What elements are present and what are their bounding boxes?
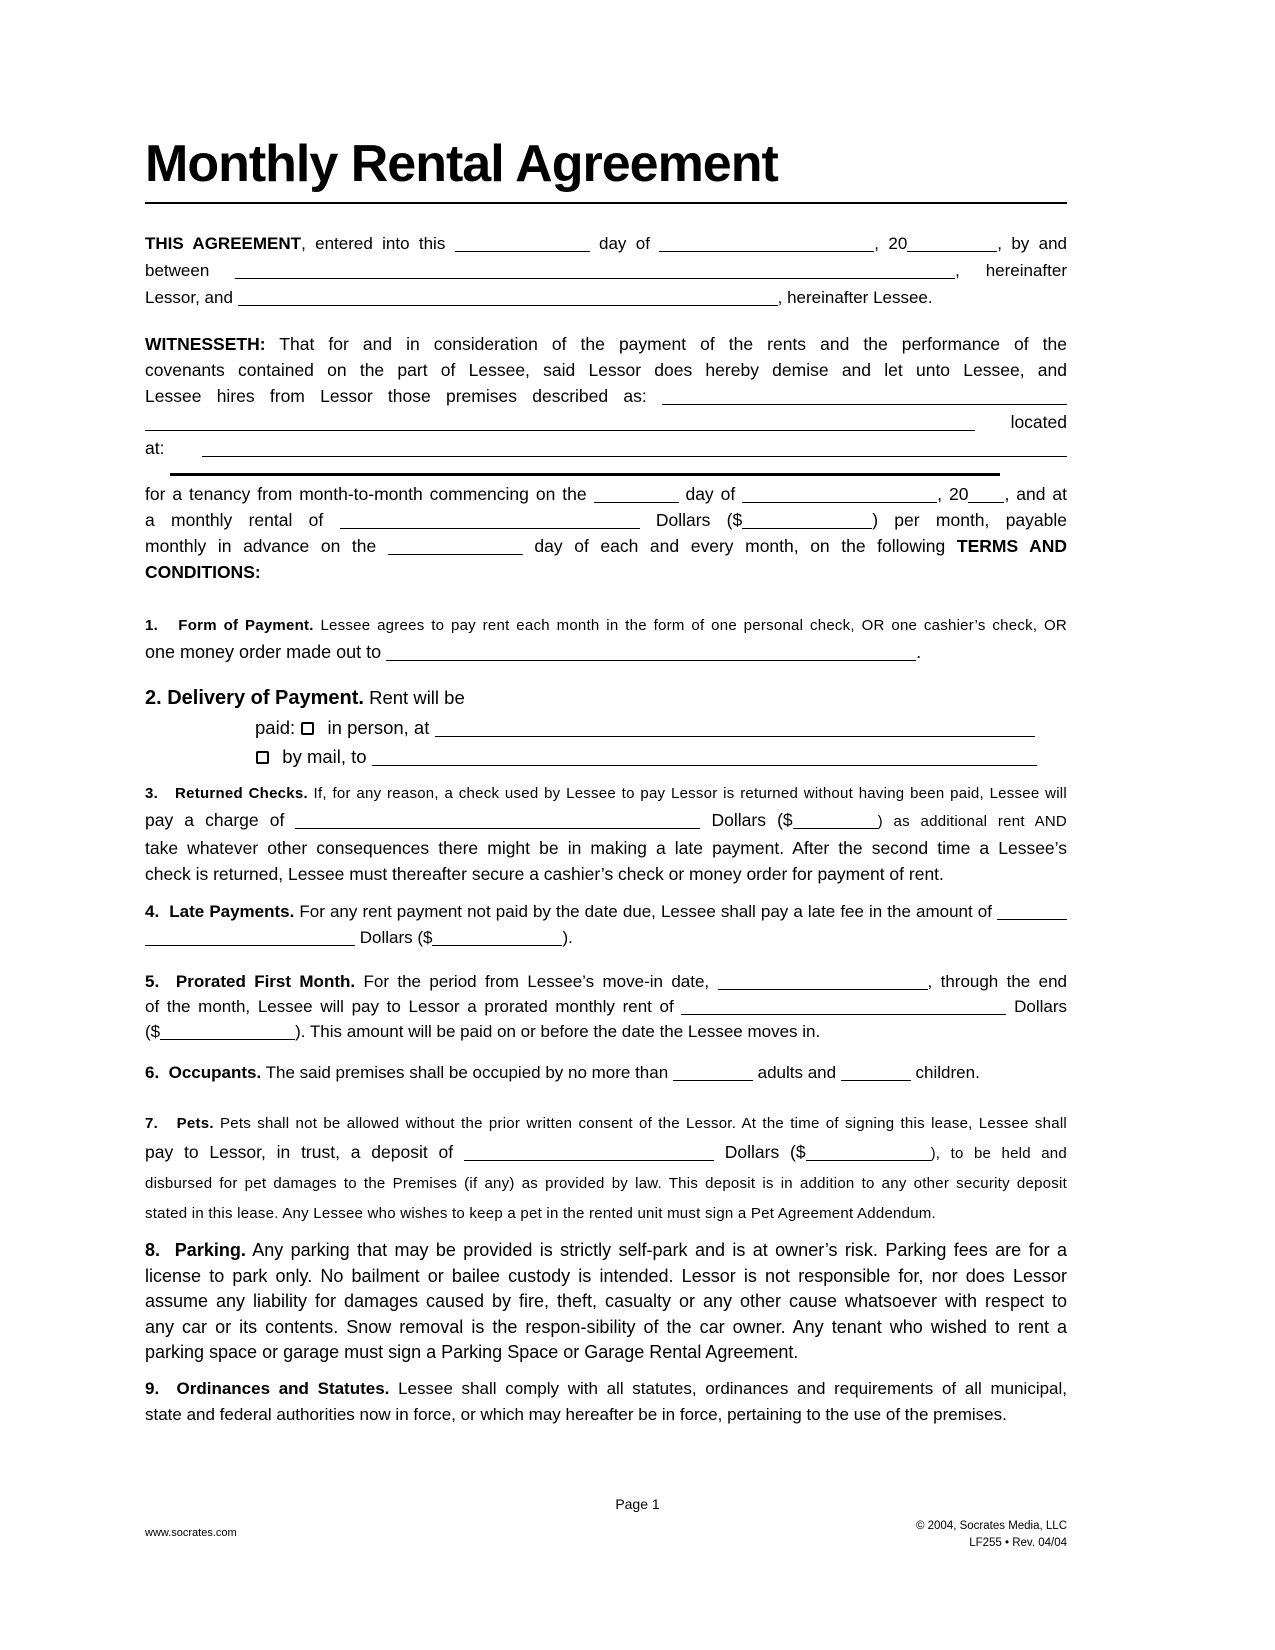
block-s3: [145, 779, 1067, 887]
text-run: Pets shall not be allowed without the prior written consent of the Lessor. At the time of signing this lease, Lessee shall: [213, 1115, 1067, 1132]
text-run: That for and in consideration of the payment of the rents and the performance of the: [265, 334, 1067, 354]
block-s2: [145, 683, 1067, 771]
block-s7: [145, 1108, 1067, 1228]
blank-field: [295, 817, 700, 829]
form-line: [145, 435, 1067, 461]
text-run-bold: TERMS AND CONDITIONS:: [145, 536, 1072, 582]
text-run: , by and: [997, 234, 1068, 253]
blank-field: [464, 1149, 714, 1161]
blank-field: [793, 817, 878, 829]
form-line: [145, 1315, 1067, 1341]
document-header: [145, 135, 1067, 204]
block-s8: [145, 1238, 1067, 1366]
text-run: Lessee shall comply with all statutes, ordinances and requirements of all municipal,: [389, 1378, 1067, 1398]
text-run: a monthly rental of: [145, 510, 340, 530]
text-run: adults and: [752, 1063, 841, 1082]
block-s4: [145, 899, 1067, 951]
text-run: day of: [589, 234, 660, 253]
form-line: [145, 284, 1067, 311]
text-run: , through the end: [927, 972, 1067, 991]
page-number: Page 1: [615, 1496, 660, 1512]
blank-field: [160, 1028, 295, 1040]
form-line: [145, 230, 1067, 257]
text-run: day of each and every month, on the following: [522, 536, 957, 556]
text-run: state and federal authorities now in force, or which may hereafter be in force, pertaining to the use of the premises.: [145, 1404, 1007, 1424]
text-run: , hereinafter: [955, 261, 1067, 280]
text-run-bold: THIS AGREEMENT: [145, 234, 302, 253]
form-line: [145, 994, 1067, 1019]
text-run: Lessor, and: [145, 288, 238, 307]
blank-field: [806, 1149, 931, 1161]
blank-field: [742, 491, 937, 503]
text-run: paid:: [255, 717, 301, 738]
form-line: [145, 1264, 1067, 1290]
text-run: , 20: [937, 484, 969, 504]
form-line: [145, 507, 1067, 533]
text-run: monthly in advance on the: [145, 536, 388, 556]
footer-form-code: LF255 • Rev. 04/04: [969, 1537, 1067, 1549]
text-run-bold: 8. Parking.: [145, 1240, 246, 1260]
form-line: [145, 1376, 1067, 1402]
form-line: [145, 1289, 1067, 1315]
text-run: Dollars ($: [713, 1142, 806, 1162]
blank-field: [968, 491, 1004, 503]
block-s9: [145, 1376, 1067, 1428]
form-line: [145, 1108, 1067, 1138]
blank-field: [659, 240, 874, 252]
form-line: [145, 807, 1067, 835]
form-line: [145, 742, 1067, 771]
text-run: license to park only. No bailment or bailee custody is intended. Lessor is not responsible for, nor does Lessor: [145, 1265, 1067, 1286]
footer-website: www.socrates.com: [145, 1527, 237, 1539]
blank-field: [997, 908, 1067, 920]
text-run-bold: 6. Occupants.: [145, 1063, 262, 1082]
blank-field: [594, 491, 679, 503]
text-run: assume any liability for damages caused by fire, theft, casualty or any other cause whatsoever with respect to: [145, 1291, 1067, 1311]
checkbox-icon: [301, 722, 314, 735]
form-line: [145, 899, 1067, 925]
text-run: parking space or garage must sign a Parking Space or Garage Rental Agreement.: [145, 1342, 799, 1362]
text-run: check is returned, Lessee must thereafter secure a cashier’s check or money order for payment of rent.: [145, 864, 944, 884]
text-run: , 20: [874, 234, 908, 253]
form-line: [145, 257, 1067, 284]
text-run: ).: [562, 928, 573, 947]
form-line: [145, 1198, 1067, 1228]
text-run: If, for any reason, a check used by Lessee to pay Lessor is returned without having been paid, Lessee will: [307, 785, 1067, 802]
form-line: [145, 461, 1067, 475]
heavy-rule: [170, 471, 1000, 476]
blank-field: [718, 978, 928, 990]
text-run-bold: WITNESSETH:: [145, 334, 266, 354]
form-line: [145, 861, 1067, 887]
text-run: Dollars ($: [639, 510, 743, 530]
block-opening: [145, 230, 1067, 311]
text-run: one money order made out to: [145, 642, 387, 662]
text-run: in person, at: [317, 717, 435, 738]
text-run: Lessee hires from Lessor those premises described as:: [145, 386, 662, 406]
text-run-bold: 4. Late Payments.: [145, 902, 295, 921]
text-run: ). This amount will be paid on or before the date the Lessee moves in.: [295, 1022, 821, 1041]
form-line: [145, 1019, 1067, 1044]
form-line: [145, 1340, 1067, 1366]
form-line: [145, 683, 1067, 713]
form-line: [145, 357, 1067, 383]
form-line: [145, 925, 1067, 951]
text-run-bold: 1. Form of Payment.: [145, 617, 314, 634]
text-run: ), to be held and: [930, 1145, 1067, 1162]
form-line: [145, 1060, 1067, 1086]
text-run: at:: [145, 438, 202, 458]
text-run: , and at: [1004, 484, 1067, 504]
blank-field: [841, 1069, 911, 1081]
text-run-bold: 3. Returned Checks.: [145, 785, 308, 802]
blank-field: [455, 240, 590, 252]
text-run: Dollars ($: [355, 928, 433, 947]
text-run: children.: [910, 1063, 980, 1082]
blank-field: [681, 1003, 1006, 1015]
text-run: The said premises shall be occupied by no more than: [261, 1063, 673, 1082]
blank-field: [145, 934, 355, 946]
blank-field: [388, 543, 523, 555]
text-run: Dollars: [1006, 997, 1068, 1016]
blank-field: [340, 517, 640, 529]
blank-field: [386, 649, 916, 661]
text-run: any car or its contents. Snow removal is the respon-sibility of the car owner. Any tenant who wished to rent a: [145, 1316, 1067, 1337]
form-line: [145, 969, 1067, 994]
blank-field: [145, 419, 975, 431]
text-run: ) per month, payable: [872, 510, 1067, 530]
document-body: [145, 230, 1072, 1428]
text-run: covenants contained on the part of Lessee, said Lessor does hereby demise and let unto Lessee, and: [145, 360, 1067, 380]
text-run: Rent will be: [363, 687, 465, 708]
form-line: [145, 409, 1067, 435]
text-run: day of: [678, 484, 743, 504]
text-run: take whatever other consequences there might be in making a late payment. After the second time a Lessee’s: [145, 838, 1067, 858]
footer-copyright: © 2004, Socrates Media, LLC: [915, 1520, 1067, 1532]
blank-field: [742, 517, 872, 529]
text-run: , entered into this: [301, 234, 455, 253]
text-run-bold: 5. Prorated First Month.: [145, 972, 356, 991]
text-run: of the month, Lessee will pay to Lessor a prorated monthly rent of: [145, 997, 682, 1016]
form-line: [145, 481, 1067, 507]
form-line: [145, 1238, 1067, 1264]
text-run: for a tenancy from month-to-month commencing on the: [145, 484, 594, 504]
text-run: by mail, to: [272, 746, 372, 767]
blank-field: [435, 725, 1035, 737]
block-tenancy: [145, 481, 1072, 585]
text-run: , hereinafter Lessee.: [777, 288, 933, 307]
text-run: Any parking that may be provided is strictly self-park and is at owner’s risk. Parking fees are for a: [245, 1240, 1067, 1260]
text-run: Lessee agrees to pay rent each month in the form of one personal check, OR one cashier’s check, OR: [313, 617, 1067, 634]
block-s6: [145, 1060, 1067, 1086]
text-run: between: [145, 261, 236, 280]
form-line: [145, 779, 1067, 807]
text-run-bold: 9. Ordinances and Statutes.: [145, 1378, 390, 1398]
text-run: Dollars ($: [700, 810, 793, 830]
text-run: .: [916, 642, 922, 662]
document-title: Monthly Rental Agreement: [145, 135, 778, 193]
blank-field: [372, 754, 1037, 766]
form-line: [145, 1138, 1067, 1168]
checkbox-icon: [256, 751, 269, 764]
text-run-bold: 7. Pets.: [145, 1115, 214, 1132]
form-line: [145, 1168, 1067, 1198]
blank-field: [202, 445, 1067, 457]
form-line: [145, 611, 1067, 639]
blank-field: [673, 1069, 753, 1081]
blank-field: [235, 267, 955, 279]
blank-field: [432, 934, 562, 946]
text-run: pay to Lessor, in trust, a deposit of: [145, 1142, 464, 1162]
form-line: [145, 713, 1067, 742]
blank-field: [907, 240, 997, 252]
form-line: [145, 533, 1072, 585]
text-run: stated in this lease. Any Lessee who wishes to keep a pet in the rented unit must sign a Pet Agreement Addendum.: [145, 1205, 936, 1222]
block-witnesseth: [145, 331, 1067, 475]
block-s5: [145, 969, 1067, 1044]
text-run-bold: 2. Delivery of Payment.: [145, 687, 364, 709]
form-line: [145, 835, 1067, 861]
block-s1: [145, 611, 1067, 665]
form-line: [145, 1402, 1067, 1428]
blank-field: [238, 294, 778, 306]
text-run: pay a charge of: [145, 810, 296, 830]
text-run: disbursed for pet damages to the Premises (if any) as provided by law. This deposit is in addition to any other security deposit: [145, 1175, 1067, 1192]
text-run: ($: [145, 1022, 161, 1041]
text-run: ) as additional rent AND: [877, 813, 1068, 830]
form-line: [145, 639, 1067, 665]
text-run: For any rent payment not paid by the date due, Lessee shall pay a late fee in the amount of: [294, 902, 997, 921]
footer-publisher: [916, 1518, 1067, 1552]
blank-field: [662, 393, 1067, 405]
form-line: [145, 383, 1067, 409]
text-run: For the period from Lessee’s move-in date,: [355, 972, 718, 991]
form-line: [145, 331, 1067, 357]
text-run: located: [975, 412, 1067, 432]
